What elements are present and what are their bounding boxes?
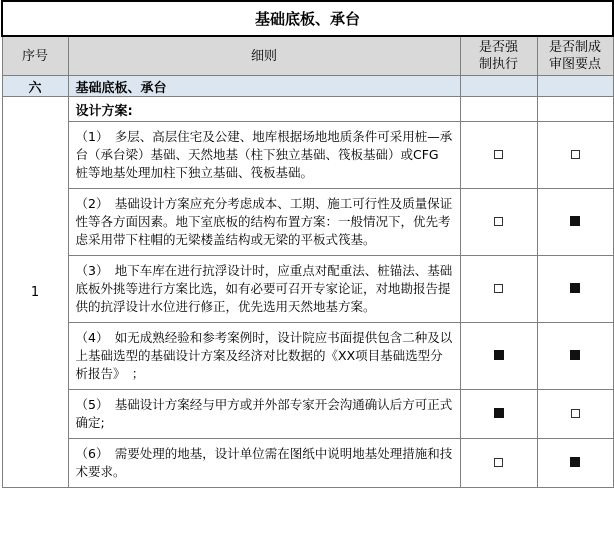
review-cell bbox=[537, 439, 613, 488]
review-cell bbox=[537, 122, 613, 189]
empty-checkbox-icon bbox=[494, 458, 503, 467]
table-row bbox=[2, 439, 613, 488]
item-text: （5） 基础设计方案经与甲方或并外部专家开会沟通确认后方可正式确定; bbox=[68, 390, 460, 439]
filled-checkbox-icon bbox=[570, 216, 580, 226]
filled-checkbox-icon bbox=[570, 457, 580, 467]
item-text: （1） 多层、高层住宅及公建、地库根据场地地质条件可采用桩—承台（承台梁）基础、天然地基（柱下独立基础、筏板基础）或CFG 桩等地基处理加柱下独立基础、筏板基础。 bbox=[68, 122, 460, 189]
item-text: （4） 如无成熟经验和参考案例时，设计院应书面提供包含二种及以上基础选型的基础设计方案及经济对比数据的《XX项目基础选型分析报告》 ； bbox=[68, 323, 460, 390]
mandatory-cell bbox=[460, 390, 537, 439]
filled-checkbox-icon bbox=[494, 350, 504, 360]
review-cell bbox=[537, 390, 613, 439]
mandatory-cell bbox=[460, 256, 537, 323]
mandatory-cell bbox=[460, 122, 537, 189]
table-row bbox=[2, 390, 613, 439]
item-text: （3） 地下车库在进行抗浮设计时，应重点对配重法、桩锚法、基础底板外挑等进行方案比选，如有必要可召开专家论证，对地勘报告提供的抗浮设计水位进行修正，优先选用天然地基方案。 bbox=[68, 256, 460, 323]
mandatory-cell bbox=[460, 439, 537, 488]
header-detail: 细则 bbox=[68, 36, 460, 76]
review-cell bbox=[537, 323, 613, 390]
header-review: 是否制成审图要点 bbox=[537, 36, 613, 76]
table-title: 基础底板、承台 bbox=[2, 1, 613, 36]
empty-checkbox-icon bbox=[494, 217, 503, 226]
subheading: 设计方案: bbox=[68, 97, 460, 122]
section-review-cell bbox=[537, 76, 613, 97]
item-text: （2） 基础设计方案应充分考虑成本、工期、施工可行性及质量保证性等各方面因素。地下室底板的结构布置方案：一般情况下，优先考虑采用带下柱帽的无梁楼盖结构或无梁的平板式筏基。 bbox=[68, 189, 460, 256]
section-mandatory-cell bbox=[460, 76, 537, 97]
subheading-review-cell bbox=[537, 97, 613, 122]
empty-checkbox-icon bbox=[494, 284, 503, 293]
empty-checkbox-icon bbox=[571, 409, 580, 418]
item-text: （6） 需要处理的地基，设计单位需在图纸中说明地基处理措施和技术要求。 bbox=[68, 439, 460, 488]
filled-checkbox-icon bbox=[570, 283, 580, 293]
subheading-mandatory-cell bbox=[460, 97, 537, 122]
table-row bbox=[2, 122, 613, 189]
review-cell bbox=[537, 256, 613, 323]
group-number: 1 bbox=[2, 97, 68, 488]
mandatory-cell bbox=[460, 323, 537, 390]
header-row bbox=[2, 36, 613, 76]
section-number: 六 bbox=[2, 76, 68, 97]
header-mandatory: 是否强制执行 bbox=[460, 36, 537, 76]
empty-checkbox-icon bbox=[571, 150, 580, 159]
table-row bbox=[2, 323, 613, 390]
table-title-row bbox=[2, 1, 613, 36]
header-no: 序号 bbox=[2, 36, 68, 76]
filled-checkbox-icon bbox=[570, 350, 580, 360]
section-label: 基础底板、承台 bbox=[68, 76, 460, 97]
subheading-row bbox=[2, 97, 613, 122]
filled-checkbox-icon bbox=[494, 408, 504, 418]
empty-checkbox-icon bbox=[494, 150, 503, 159]
mandatory-cell bbox=[460, 189, 537, 256]
review-cell bbox=[537, 189, 613, 256]
table-row bbox=[2, 189, 613, 256]
table-row bbox=[2, 256, 613, 323]
criteria-table bbox=[1, 0, 614, 488]
section-row bbox=[2, 76, 613, 97]
